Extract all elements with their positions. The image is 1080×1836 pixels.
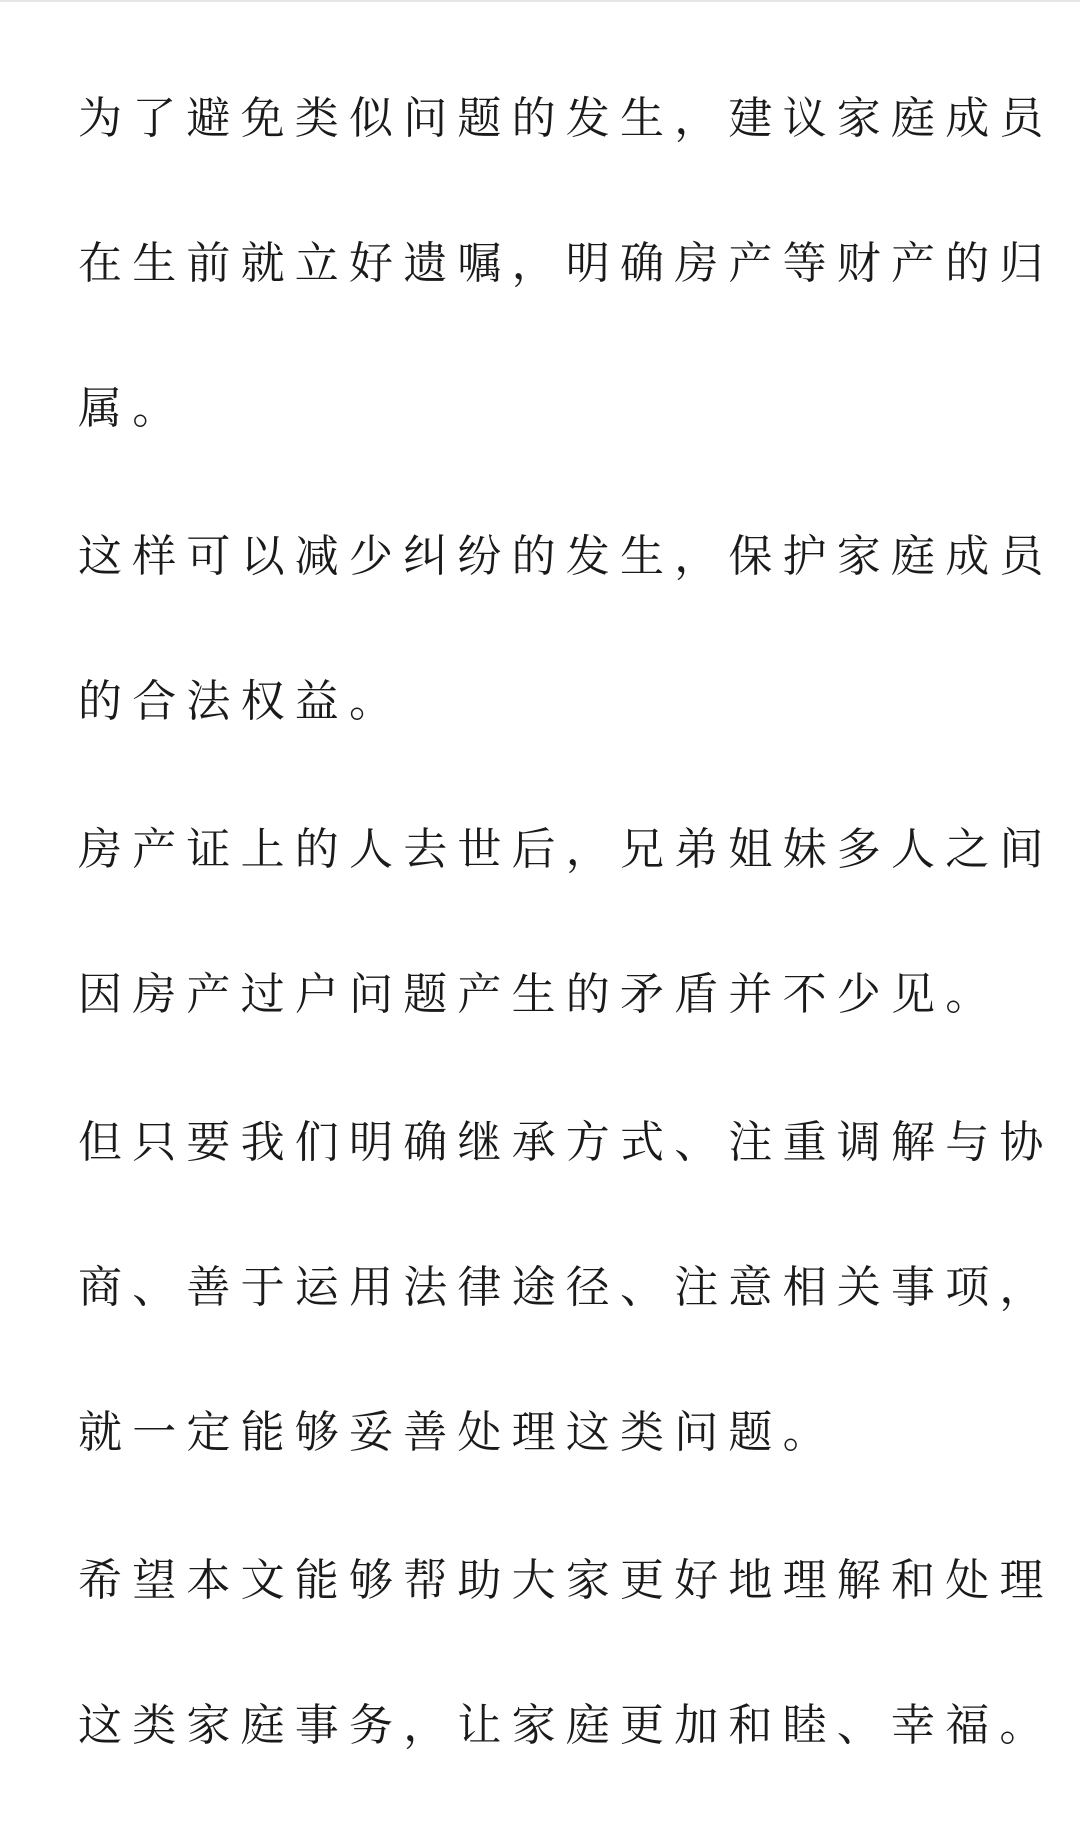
text-line: 房产证上的人去世后，兄弟姐妹多人之间 bbox=[78, 824, 1054, 875]
paragraph-4 bbox=[78, 1070, 1054, 1505]
text-line: 但只要我们明确继承方式、注重调解与协 bbox=[78, 1117, 1054, 1168]
paragraph-1 bbox=[78, 46, 1054, 481]
text-line: 就一定能够妥善处理这类问题。 bbox=[78, 1407, 837, 1458]
text-line: 的合法权益。 bbox=[78, 676, 404, 727]
text-line: 这样可以减少纠纷的发生，保护家庭成员 bbox=[78, 531, 1054, 582]
top-divider bbox=[0, 0, 1080, 2]
article-body bbox=[78, 46, 1054, 1801]
text-line: 这类家庭事务，让家庭更加和睦、幸福。 bbox=[78, 1700, 1054, 1751]
text-line: 属。 bbox=[78, 383, 187, 434]
text-line: 在生前就立好遗嘱，明确房产等财产的归 bbox=[78, 238, 1054, 289]
text-line: 因房产过户问题产生的矛盾并不少见。 bbox=[78, 969, 1000, 1020]
text-line: 为了避免类似问题的发生，建议家庭成员 bbox=[78, 93, 1054, 144]
paragraph-5 bbox=[78, 1508, 1054, 1798]
text-line: 商、善于运用法律途径、注意相关事项， bbox=[78, 1262, 1054, 1313]
paragraph-3 bbox=[78, 777, 1054, 1067]
paragraph-2 bbox=[78, 484, 1054, 774]
text-line: 希望本文能够帮助大家更好地理解和处理 bbox=[78, 1555, 1054, 1606]
